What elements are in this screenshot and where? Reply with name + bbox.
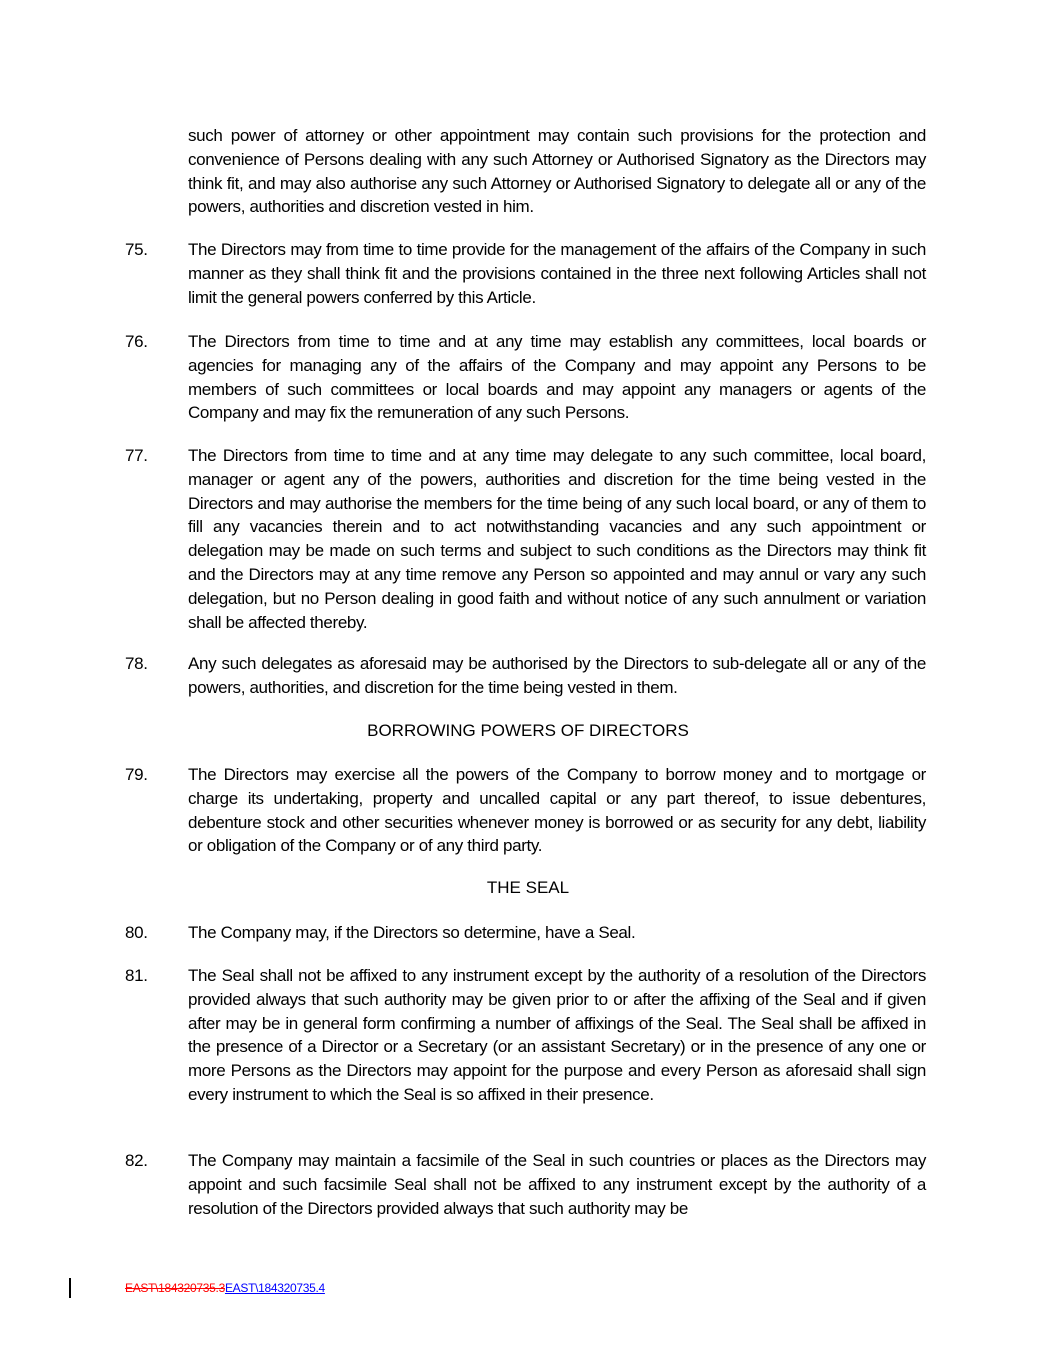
document-reference-footer (125, 1280, 325, 1296)
article-text: The Directors may exercise all the powers of the Company to borrow money and to mortgage or charge its undertaking, property and uncalled capital or any part thereof, to issue debentures, debenture stock and other securities whenever money is borrowed or as security for any debt, liability or obligation of the Company or of any third party. (188, 765, 926, 856)
deleted-reference: EAST\184320735.3 (125, 1281, 225, 1295)
article-number: 79. (125, 765, 148, 784)
article-number: 78. (125, 654, 148, 673)
revision-change-bar (69, 1278, 71, 1298)
article-text: Any such delegates as aforesaid may be authorised by the Directors to sub-delegate all or any of the powers, authorities, and discretion for the time being vested in them. (188, 654, 926, 697)
article-number: 82. (125, 1151, 148, 1170)
article-text: The Directors from time to time and at any time may establish any committees, local boards or agencies for managing any of the affairs of the Company and may appoint any Persons to be members of such committees or local boards and may appoint any managers or agents of the Company and may fix the remuneration of any such Persons. (188, 332, 926, 423)
section-heading-seal: THE SEAL (486, 878, 570, 897)
article-number: 81. (125, 966, 148, 985)
article-text: The Seal shall not be affixed to any instrument except by the authority of a resolution of the Directors provided always that such authority may be given prior to or after the affixing of the Seal and if given after may be in general form confirming a number of affixings of the Seal. The Seal shall be affixed in the presence of a Director or a Secretary (or an assistant Secretary) or in the presence of any one or more Persons as the Directors may appoint for the purpose and every Person as aforesaid shall sign every instrument to which the Seal is so affixed in their presence. (188, 966, 926, 1104)
continuation-paragraph: such power of attorney or other appointment may contain such provisions for the protection and convenience of Persons dealing with any such Attorney or Authorised Signatory as the Directors may think fit, and may also authorise any such Attorney or Authorised Signatory to delegate all or any of the powers, authorities and discretion vested in him. (188, 126, 926, 217)
article-text: The Directors from time to time and at any time may delegate to any such committee, local board, manager or agent any of the powers, authorities and discretion for the time being vested in the Directors and may authorise the members for the time being of any such local board, or any of them to fill any vacancies therein and to act notwithstanding vacancies and any such appointment or delegation may be made on such terms and subject to such conditions as the Directors may think fit and the Directors may at any time remove any Person so appointed and may annul or vary any such delegation, but no Person dealing in good faith and without notice of any such annulment or variation shall be affected thereby. (188, 446, 926, 632)
article-text: The Directors may from time to time provide for the management of the affairs of the Company in such manner as they shall think fit and the provisions contained in the three next following Articles shall not limit the general powers conferred by this Article. (188, 240, 926, 307)
article-text: The Company may, if the Directors so determine, have a Seal. (188, 923, 636, 942)
inserted-reference: EAST\184320735.4 (224, 1281, 325, 1295)
article-number: 75. (125, 240, 148, 259)
article-number: 76. (125, 332, 148, 351)
article-number: 77. (125, 446, 148, 465)
article-text: The Company may maintain a facsimile of the Seal in such countries or places as the Directors may appoint and such facsimile Seal shall not be affixed to any instrument except by the authority of a resolution of the Directors provided always that such authority may be (188, 1151, 926, 1218)
article-number: 80. (125, 923, 148, 942)
section-heading-borrowing: BORROWING POWERS OF DIRECTORS (367, 721, 689, 740)
